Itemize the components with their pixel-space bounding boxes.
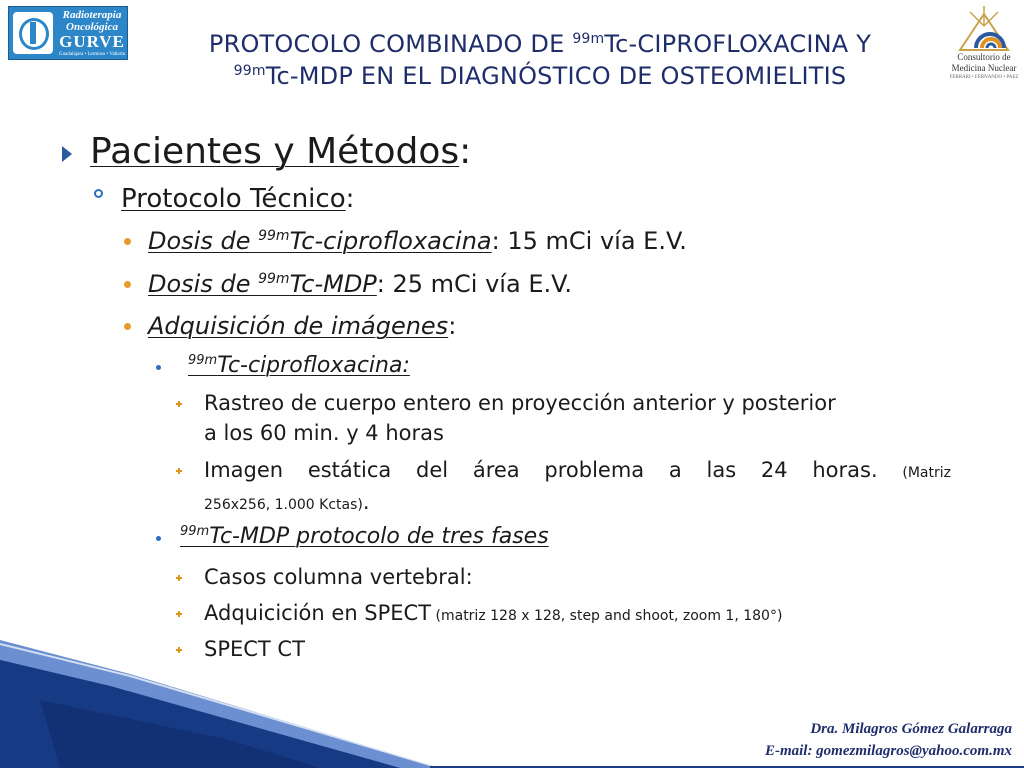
medicina-nuclear-text: Consultorio de Medicina Nuclear FERRARI • FERNANDO • PAEZ [949, 52, 1019, 80]
author-name: Dra. Milagros Gómez Galarraga [810, 721, 1012, 737]
mdp-heading: $^{99m}$Tc-MDP protocolo de tres fases [156, 522, 756, 552]
gurve-logo [8, 6, 128, 60]
dot-bullet-icon [156, 365, 161, 370]
medicina-nuclear-logo [946, 4, 1022, 96]
dot-bullet-icon [156, 536, 161, 541]
dose-ciprofloxacina: Dosis de $^{99m}$Tc-ciprofloxacina: 15 mCi vía E.V. [124, 225, 924, 257]
mdp-item-columna: Casos columna vertebral: [176, 562, 976, 592]
dot-bullet-icon [124, 281, 131, 288]
star-bullet-icon [176, 468, 182, 474]
adquisicion-imagenes: Adquisición de imágenes: [124, 310, 924, 342]
slide-title: PROTOCOLO COMBINADO DE $^{99m}$Tc-CIPROFLOXACINA Y $^{99m}$Tc-MDP EN EL DIAGNÓSTICO DE OSTEOMIELITIS [208, 30, 872, 90]
gurve-logo-text: Radioterapia Oncológica GURVE Guadalajara • Lermoso • Vallarta [59, 9, 125, 57]
arrow-bullet-icon [62, 146, 72, 162]
gurve-emblem-icon [13, 12, 53, 54]
dot-bullet-icon [124, 238, 131, 245]
star-bullet-icon [176, 401, 182, 407]
author-email: E-mail: gomezmilagros@yahoo.com.mx [764, 743, 1012, 759]
heading-pacientes-metodos: Pacientes y Métodos: [62, 130, 662, 174]
dose-mdp: Dosis de $^{99m}$Tc-MDP: 25 mCi vía E.V. [124, 268, 924, 300]
ciprofloxacina-heading: $^{99m}$Tc-ciprofloxacina: [156, 351, 756, 381]
circle-bullet-icon [94, 189, 103, 198]
subheading-protocolo-tecnico: Protocolo Técnico: [94, 182, 594, 216]
author-signature [592, 718, 1012, 762]
cipro-item-rastreo: Rastreo de cuerpo entero en proyección anterior y posterior a los 60 min. y 4 horas [176, 388, 976, 450]
cipro-item-imagen-estatica: Imagen estática del área problema a las 24 horas. (Matriz 256x256, 1.000 Kctas). [176, 455, 976, 517]
dot-bullet-icon [124, 323, 131, 330]
nuclear-medicine-emblem-icon [946, 4, 1022, 54]
star-bullet-icon [176, 575, 182, 581]
mdp-item-spect: Adquicición en SPECT (matriz 128 x 128, step and shoot, zoom 1, 180°) [176, 598, 976, 628]
mdp-item-spect-ct: SPECT CT [176, 634, 976, 664]
